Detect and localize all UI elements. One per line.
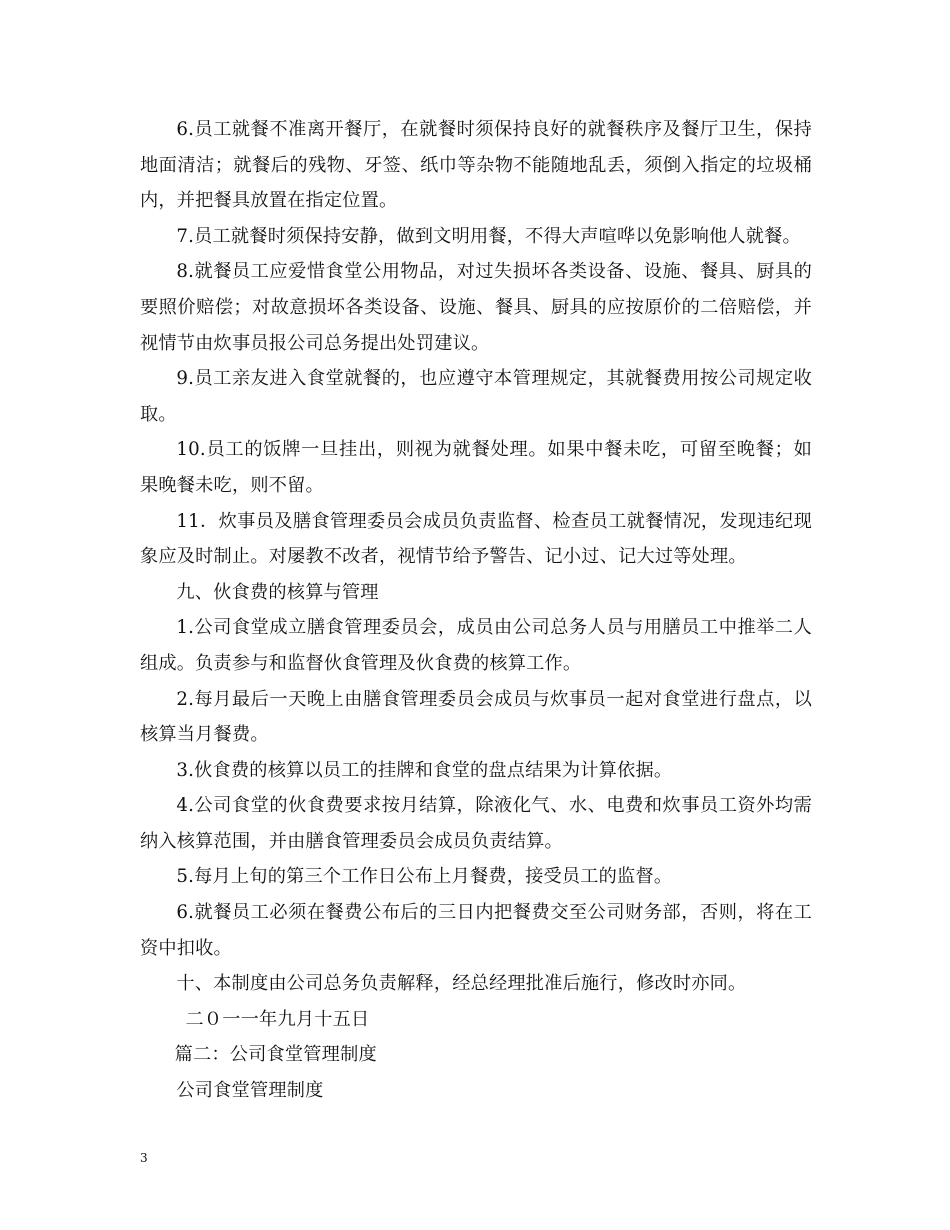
paragraph-accounting-6: 6.就餐员工必须在餐费公布后的三日内把餐费交至公司财务部，否则，将在工资中扣收。 (140, 902, 812, 959)
page-number: 3 (140, 1151, 148, 1165)
part-two-heading: 篇二：公司食堂管理制度 (174, 1044, 377, 1066)
paragraph-rule-9-guests: 9.员工亲友进入食堂就餐的，也应遵守本管理规定，其就餐费用按公司规定收取。 (140, 368, 812, 425)
paragraph-rule-10-meal-tag: 10.员工的饭牌一旦挂出，则视为就餐处理。如果中餐未吃，可留至晚餐；如果晚餐未吃，则不留。 (140, 439, 812, 496)
paragraph-rule-6-dining-order: 6.员工就餐不准离开餐厅，在就餐时须保持良好的就餐秩序及餐厅卫生，保持地面清洁；就餐后的残物、牙签、纸巾等杂物不能随地乱丢，须倒入指定的垃圾桶内，并把餐具放置在指定位置。 (140, 119, 812, 212)
paragraph-rule-8-property: 8.就餐员工应爱惜食堂公用物品，对过失损坏各类设备、设施、餐具、厨具的要照价赔偿；对故意损坏各类设备、设施、餐具、厨具的应按原价的二倍赔偿，并视情节由炊事员报公司总务提出处罚建议。 (140, 261, 812, 354)
document-body (140, 112, 812, 1109)
paragraph-rule-7-quiet: 7.员工就餐时须保持安静，做到文明用餐，不得大声喧哗以免影响他人就餐。 (176, 225, 801, 247)
section-heading-10: 十、本制度由公司总务负责解释，经总经理批准后施行，修改时亦同。 (176, 973, 747, 995)
paragraph-rule-11-supervision: 11．炊事员及膳食管理委员会成员负责监督、检查员工就餐情况，发现违纪现象应及时制止。对屡教不改者，视情节给予警告、记小过、记大过等处理。 (140, 510, 812, 568)
document-subtitle: 公司食堂管理制度 (176, 1080, 324, 1102)
paragraph-accounting-3: 3.伙食费的核算以员工的挂牌和食堂的盘点结果为计算依据。 (176, 759, 673, 781)
paragraph-accounting-1: 1.公司食堂成立膳食管理委员会，成员由公司总务人员与用膳员工中推举二人组成。负责参与和监督伙食管理及伙食费的核算工作。 (140, 617, 812, 674)
document-date: 二０一一年九月十五日 (185, 1008, 370, 1030)
paragraph-accounting-5: 5.每月上旬的第三个工作日公布上月餐费，接受员工的监督。 (176, 866, 673, 888)
paragraph-accounting-2: 2.每月最后一天晚上由膳食管理委员会成员与炊事员一起对食堂进行盘点，以核算当月餐费。 (140, 688, 812, 746)
section-heading-9: 九、伙食费的核算与管理 (176, 581, 379, 603)
paragraph-accounting-4: 4.公司食堂的伙食费要求按月结算，除液化气、水、电费和炊事员工资外均需纳入核算范围，并由膳食管理委员会成员负责结算。 (140, 795, 812, 852)
